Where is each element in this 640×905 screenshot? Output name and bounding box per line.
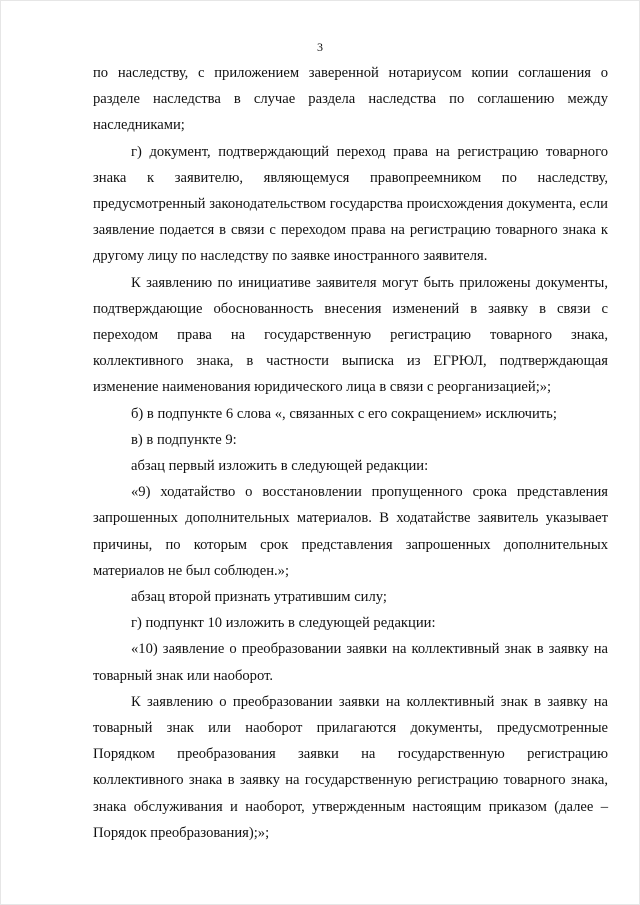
paragraph: «10) заявление о преобразовании заявки на коллективный знак в заявку на товарный знак или наоборот. — [93, 641, 608, 684]
paragraph: абзац первый изложить в следующей редакции: — [131, 458, 429, 475]
paragraph: абзац второй признать утратившим силу; — [131, 589, 387, 606]
paragraph: К заявлению о преобразовании заявки на коллективный знак в заявку на товарный знак или наоборот прилагаются документы, предусмотренные Порядком преобразования заявки на государственную регистрацию коллективного знака в заявку на государственную регистрацию товарного знака, знака обслуживания и наоборот, утвержденным настоящим приказом (далее – Порядок преобразования);»; — [93, 693, 608, 841]
paragraph: в) в подпункте 9: — [131, 431, 237, 448]
document-body — [93, 60, 608, 846]
paragraph: «9) ходатайство о восстановлении пропущенного срока представления запрошенных дополнительных материалов. В ходатайстве заявитель указывает причины, по которым срок представления запрошенных дополнительных материалов не был соблюден.»; — [93, 484, 608, 579]
paragraph: по наследству, с приложением заверенной нотариусом копии соглашения о разделе наследства в случае раздела наследства по соглашению между наследниками; — [93, 65, 608, 134]
paragraph: г) документ, подтверждающий переход права на регистрацию товарного знака к заявителю, являющемуся правопреемником по наследству, предусмотренный законодательством государства происхождения документа, если заявление подается в связи с переходом права на регистрацию товарного знака к другому лицу по наследству по заявке иностранного заявителя. — [93, 143, 608, 265]
page-number: 3 — [317, 40, 323, 54]
paragraph: К заявлению по инициативе заявителя могут быть приложены документы, подтверждающие обоснованность внесения изменений в заявку в связи с переходом права на государственную регистрацию товарного знака, коллективного знака, в частности выписка из ЕГРЮЛ, подтверждающая изменение наименования юридического лица в связи с реорганизацией;»; — [93, 274, 608, 396]
paragraph: г) подпункт 10 изложить в следующей редакции: — [131, 615, 436, 632]
paragraph: б) в подпункте 6 слова «, связанных с его сокращением» исключить; — [131, 405, 557, 422]
